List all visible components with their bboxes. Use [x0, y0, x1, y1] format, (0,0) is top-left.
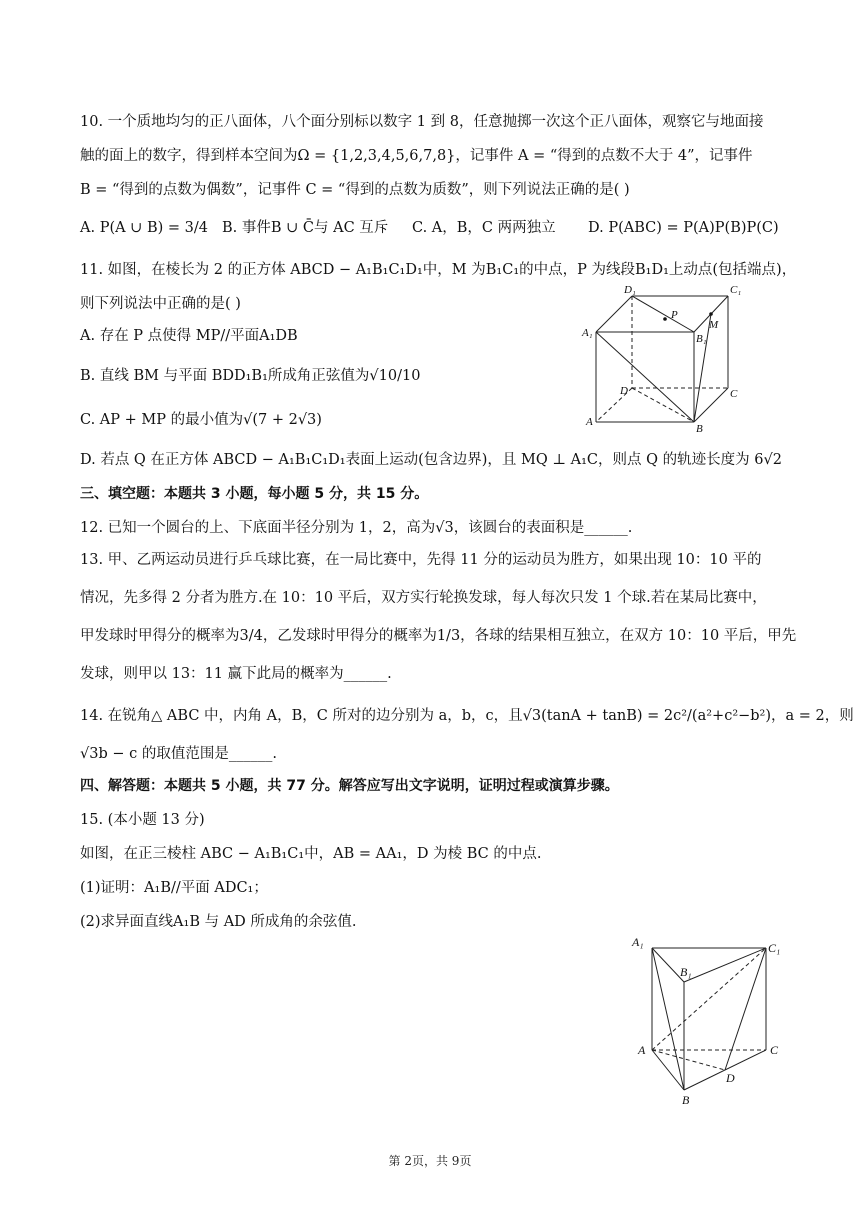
q15-line4: (2)求异面直线A₁B 与 AD 所成角的余弦值.: [80, 914, 357, 930]
prism-figure: [628, 930, 788, 1110]
q13-line2: 情况，先多得 2 分者为胜方.在 10：10 平后，双方实行轮换发球，每人每次只发 1 个球.若在某局比赛中，: [80, 590, 767, 606]
label-d: D: [726, 1071, 735, 1085]
q11-option-d: D. 若点 Q 在正方体 ABCD − A₁B₁C₁D₁表面上运动(包含边界)，且 MQ ⊥ A₁C，则点 Q 的轨迹长度为 6√2: [80, 452, 782, 468]
q10-option-c: C. A，B，C 两两独立: [412, 220, 556, 236]
cube-figure: [580, 282, 750, 438]
label-d: D: [620, 385, 628, 397]
q11-option-a: A. 存在 P 点使得 MP//平面A₁DB: [80, 328, 298, 344]
label-c: C: [730, 388, 738, 400]
q10-line1: 10. 一个质地均匀的正八面体，八个面分别标以数字 1 到 8，任意抛掷一次这个正八面体，观察它与地面接: [80, 114, 764, 130]
q15-line3: (1)证明：A₁B//平面 ADC₁；: [80, 880, 268, 896]
label-a1: A₁: [632, 935, 644, 949]
section-3-heading: 三、填空题：本题共 3 小题，每小题 5 分，共 15 分。: [80, 486, 429, 502]
label-b: B: [682, 1093, 690, 1107]
label-c1: C₁: [768, 941, 781, 955]
q15-line1: 15. (本小题 13 分): [80, 812, 205, 828]
q12-text: 12. 已知一个圆台的上、下底面半径分别为 1，2，高为√3，该圆台的表面积是______.: [80, 520, 633, 536]
label-c1: C₁: [730, 284, 742, 296]
label-a: A: [638, 1043, 646, 1057]
label-d1: D₁: [624, 284, 636, 296]
label-b: B: [696, 423, 703, 435]
q10-option-b: B. 事件B ∪ C̄与 AC 互斥: [222, 220, 389, 236]
q13-line1: 13. 甲、乙两运动员进行乒乓球比赛，在一局比赛中，先得 11 分的运动员为胜方，如果出现 10：10 平的: [80, 552, 762, 568]
label-b1: B₁: [696, 333, 707, 345]
label-p: P: [671, 309, 678, 321]
label-a1: A₁: [582, 327, 593, 339]
label-m: M: [709, 319, 719, 331]
label-b1: B₁: [680, 965, 692, 979]
q13-line4: 发球，则甲以 13：11 赢下此局的概率为______.: [80, 666, 392, 682]
q14-line2: √3b − c 的取值范围是______.: [80, 746, 277, 762]
q11-line2: 则下列说法中正确的是( ): [80, 296, 241, 312]
q15-line2: 如图，在正三棱柱 ABC − A₁B₁C₁中，AB = AA₁，D 为棱 BC 的中点.: [80, 846, 542, 862]
q10-line2: 触的面上的数字，得到样本空间为Ω = {1,2,3,4,5,6,7,8}，记事件 A = “得到的点数不大于 4”，记事件: [80, 148, 753, 164]
q13-line3: 甲发球时甲得分的概率为3/4，乙发球时甲得分的概率为1/3，各球的结果相互独立，在双方 10：10 平后，甲先: [80, 628, 797, 644]
q11-line1: 11. 如图，在棱长为 2 的正方体 ABCD − A₁B₁C₁D₁中，M 为B₁C₁的中点，P 为线段B₁D₁上动点(包括端点)，: [80, 262, 797, 278]
page-footer: 第 2页，共 9页: [388, 1154, 472, 1168]
label-c: C: [770, 1043, 779, 1057]
section-4-heading: 四、解答题：本题共 5 小题，共 77 分。解答应写出文字说明，证明过程或演算步骤。: [80, 778, 619, 794]
q10-option-d: D. P(ABC) = P(A)P(B)P(C): [588, 220, 779, 236]
q11-option-b: B. 直线 BM 与平面 BDD₁B₁所成角正弦值为√10/10: [80, 368, 421, 384]
q11-option-c: C. AP + MP 的最小值为√(7 + 2√3): [80, 412, 322, 428]
q14-line1: 14. 在锐角△ ABC 中，内角 A，B，C 所对的边分别为 a，b，c，且√3(tanA + tanB) = 2c²/(a²+c²−b²)，a = 2，则: [80, 708, 854, 724]
q10-line3: B = “得到的点数为偶数”，记事件 C = “得到的点数为质数”，则下列说法正确的是( ): [80, 182, 630, 198]
q10-option-a: A. P(A ∪ B) = 3/4: [80, 220, 208, 236]
label-a: A: [586, 416, 593, 428]
